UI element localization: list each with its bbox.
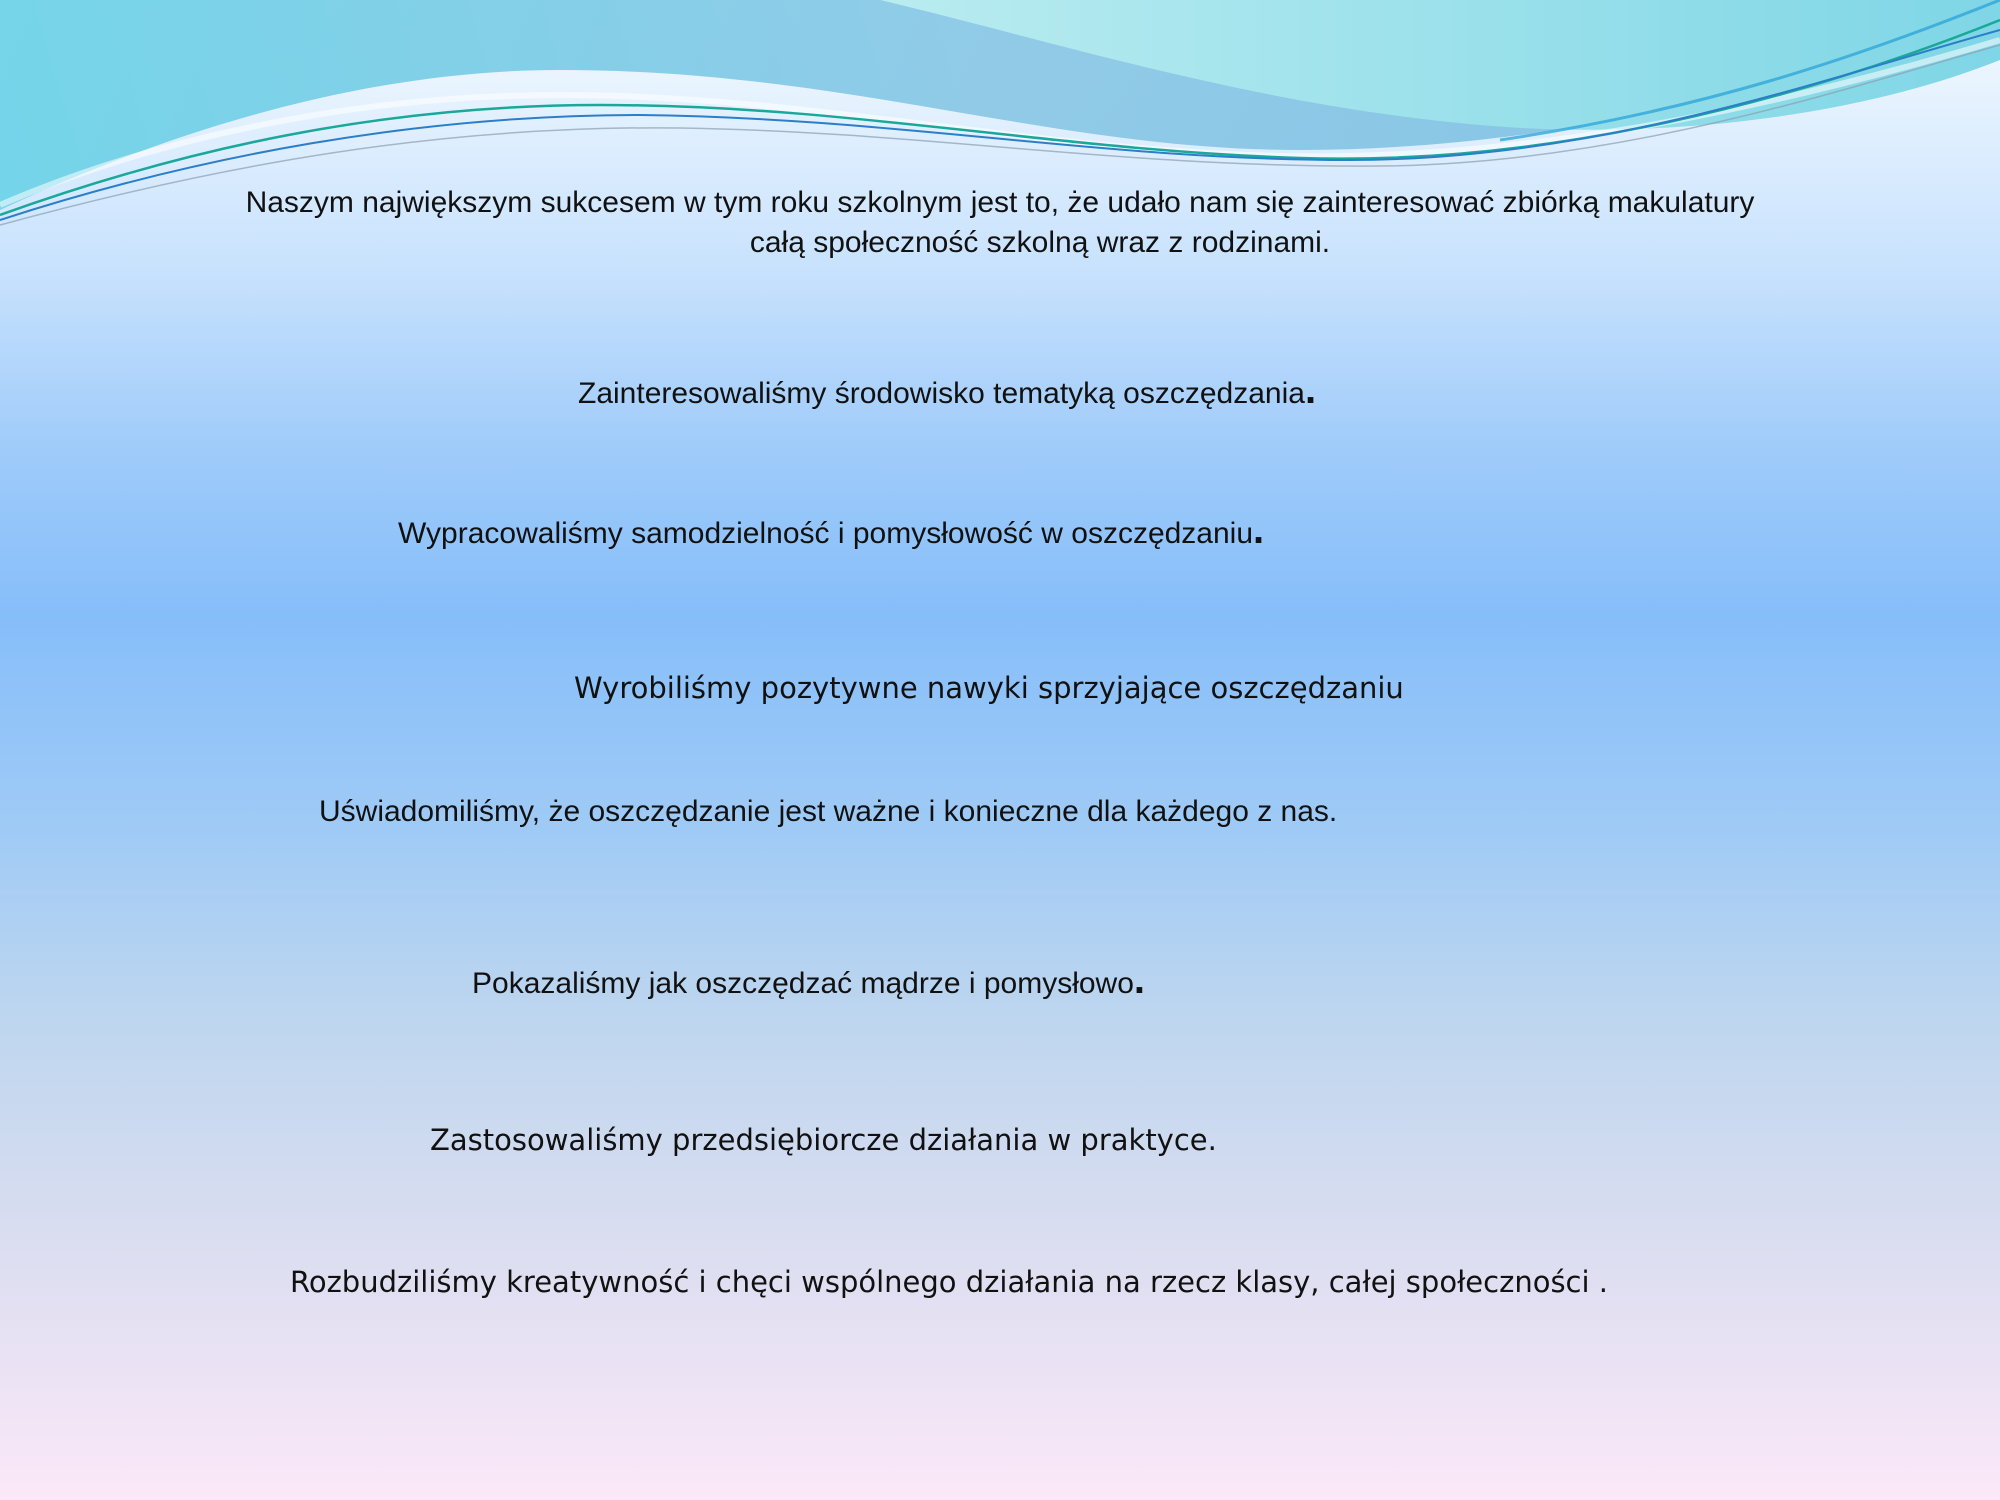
list-item-text: Zastosowaliśmy przedsiębiorcze działania w praktyce. <box>430 1123 1217 1157</box>
list-item <box>430 1120 1217 1160</box>
intro-line-1: Naszym największym sukcesem w tym roku szkolnym jest to, że udało nam się zainteresować zbiórką makulatury <box>245 186 1755 219</box>
list-item-text: Pokazaliśmy jak oszczędzać mądrze i pomysłowo <box>472 967 1134 1000</box>
list-item <box>578 370 1316 414</box>
list-item <box>398 510 1264 554</box>
list-item-text: Zainteresowaliśmy środowisko tematyką oszczędzania <box>578 377 1305 410</box>
list-item-text: Rozbudziliśmy kreatywność i chęci wspólnego działania na rzecz klasy, całej społeczności . <box>290 1265 1608 1299</box>
list-item-text: Wypracowaliśmy samodzielność i pomysłowość w oszczędzaniu <box>398 517 1254 550</box>
list-item-text: Wyrobiliśmy pozytywne nawyki sprzyjające oszczędzaniu <box>574 671 1404 705</box>
list-item <box>290 1262 1608 1302</box>
list-item <box>472 960 1145 1004</box>
list-item <box>319 792 1337 832</box>
list-item-period: . <box>1253 508 1265 552</box>
intro-line-2: całą społeczność szkolną wraz z rodzinami. <box>749 226 1331 259</box>
list-item-period: . <box>1304 368 1317 412</box>
list-item <box>574 668 1404 708</box>
list-item-text: Uświadomiliśmy, że oszczędzanie jest ważne i konieczne dla każdego z nas. <box>319 795 1338 828</box>
list-item-period: . <box>1133 958 1146 1002</box>
